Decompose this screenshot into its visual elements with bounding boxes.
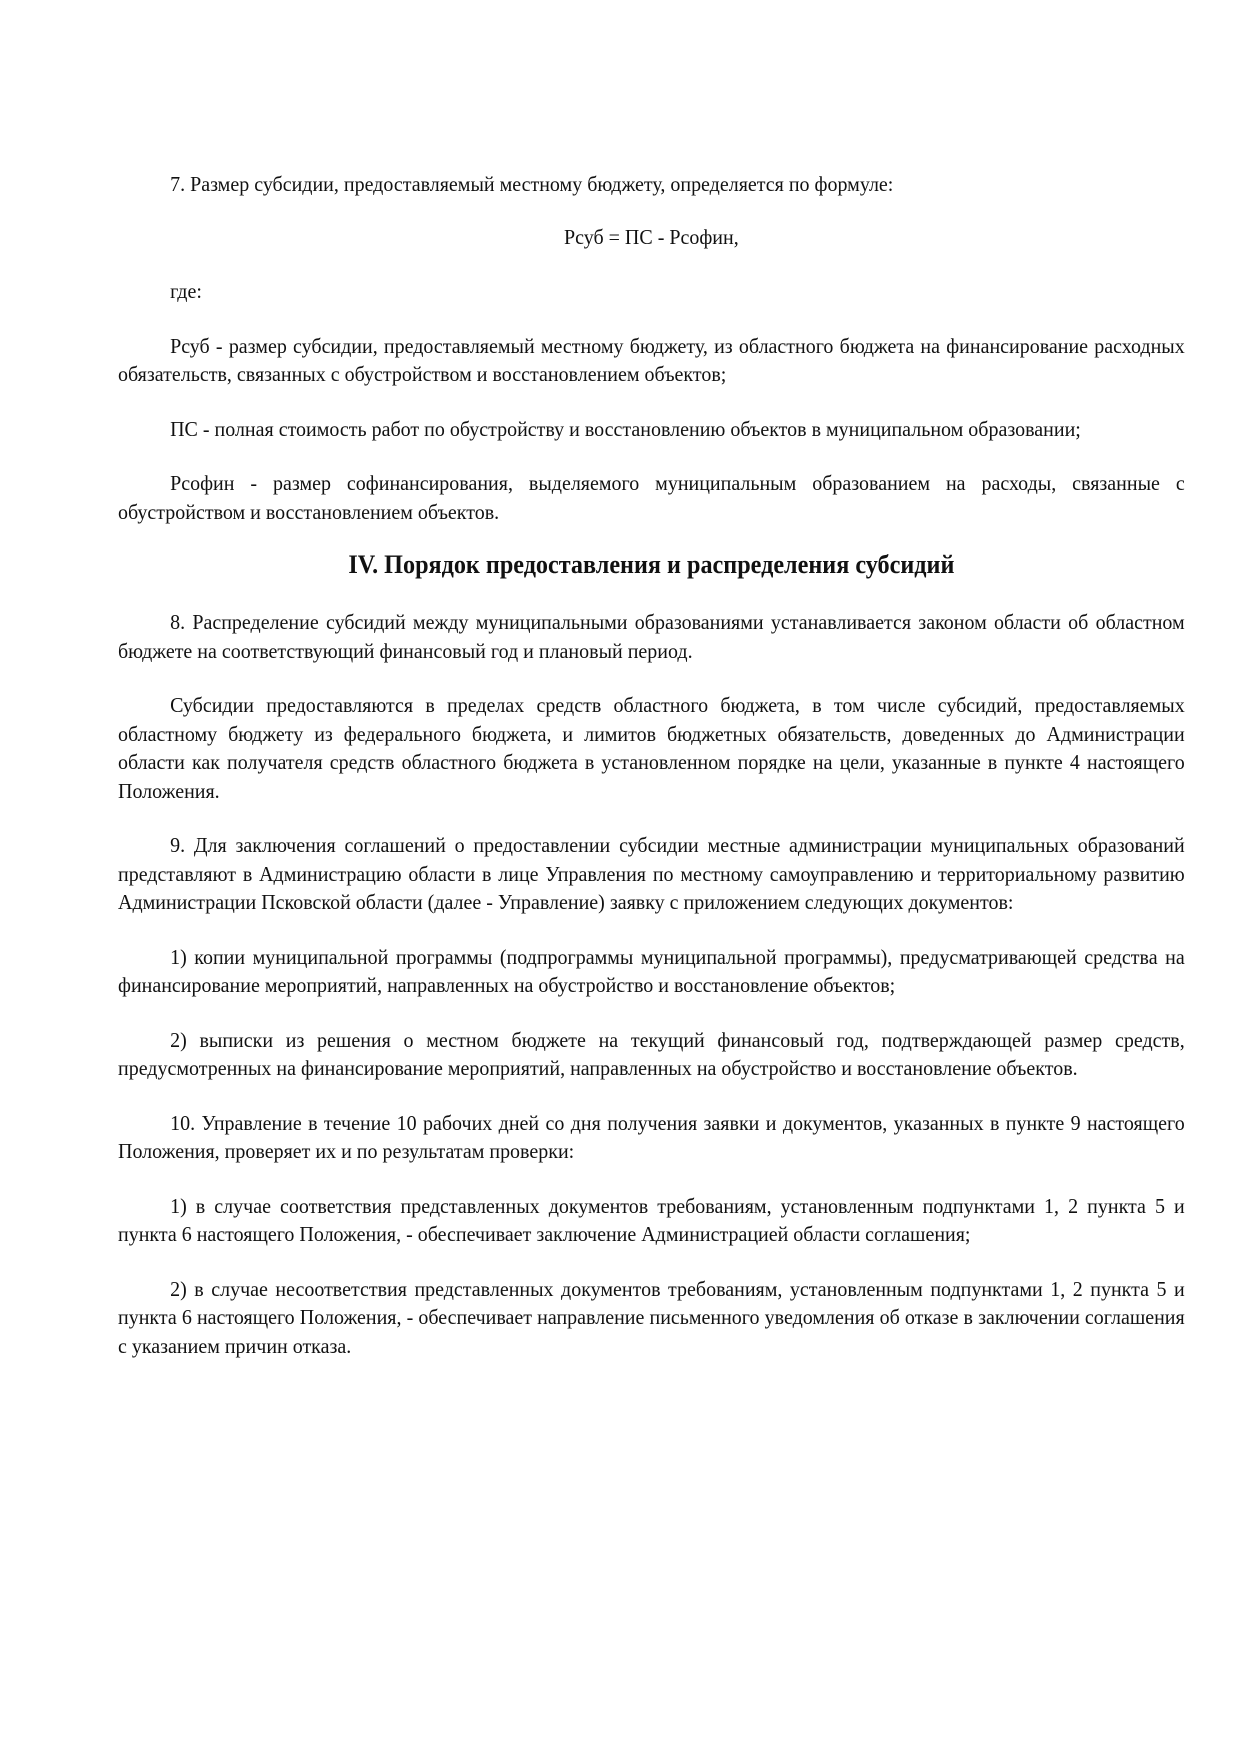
paragraph-8-subsidies: Субсидии предоставляются в пределах средств областного бюджета, в том числе субсидий, предоставляемых областному бюджету из федерального бюджета, и лимитов бюджетных обязательств, доведенных до Администрации области как получателя средств областного бюджета в установленном порядке на цели, указанные в пункте 4 настоящего Положения. — [118, 693, 1185, 803]
paragraph-10-item-2: 2) в случае несоответствия представленных документов требованиям, установленным подпунктами 1, 2 пункта 5 и пункта 6 настоящего Положения, - обеспечивает направление письменного уведомления об отказе в заключении соглашения с указанием причин отказа. — [118, 1276, 1185, 1358]
paragraph-7-intro: 7. Размер субсидии, предоставляемый местному бюджету, определяется по формуле: — [170, 172, 894, 196]
definition-rsofin: Рсофин - размер софинансирования, выделяемого муниципальным образованием на расходы, связанные с обустройством и восстановлением объектов. — [118, 471, 1185, 524]
section-heading: IV. Порядок предоставления и распределения субсидий — [348, 550, 955, 579]
document-page — [118, 170, 1185, 1360]
where-label: где: — [170, 279, 202, 303]
paragraph-10-item-1: 1) в случае соответствия представленных документов требованиям, установленным подпунктами 1, 2 пункта 5 и пункта 6 настоящего Положения, - обеспечивает заключение Администрацией области соглашения; — [118, 1193, 1185, 1246]
paragraph-9-item-1: 1) копии муниципальной программы (подпрограммы муниципальной программы), предусматривающей средства на финансирование мероприятий, направленных на обустройство и восстановление объектов; — [118, 944, 1185, 997]
paragraph-8: 8. Распределение субсидий между муниципальными образованиями устанавливается законом области об областном бюджете на соответствующий финансовый год и плановый период. — [118, 610, 1185, 663]
paragraph-10: 10. Управление в течение 10 рабочих дней со дня получения заявки и документов, указанных в пункте 9 настоящего Положения, проверяет их и по результатам проверки: — [118, 1110, 1185, 1163]
definition-ps: ПС - полная стоимость работ по обустройству и восстановлению объектов в муниципальном образовании; — [170, 416, 1081, 441]
paragraph-9: 9. Для заключения соглашений о предоставлении субсидии местные администрации муниципальных образований представляют в Администрацию области в лице Управления по местному самоуправлению и территориальному развитию Администрации Псковской области (далее - Управление) заявку с приложением следующих документов: — [118, 833, 1185, 914]
paragraph-9-item-2: 2) выписки из решения о местном бюджете на текущий финансовый год, подтверждающей размер средств, предусмотренных на финансирование мероприятий, направленных на обустройство и восстановление объектов. — [118, 1027, 1185, 1080]
definition-rsub: Рсуб - размер субсидии, предоставляемый местному бюджету, из областного бюджета на финансирование расходных обязательств, связанных с обустройством и восстановлением объектов; — [118, 333, 1185, 386]
formula: Рсуб = ПС - Рсофин, — [564, 224, 739, 249]
